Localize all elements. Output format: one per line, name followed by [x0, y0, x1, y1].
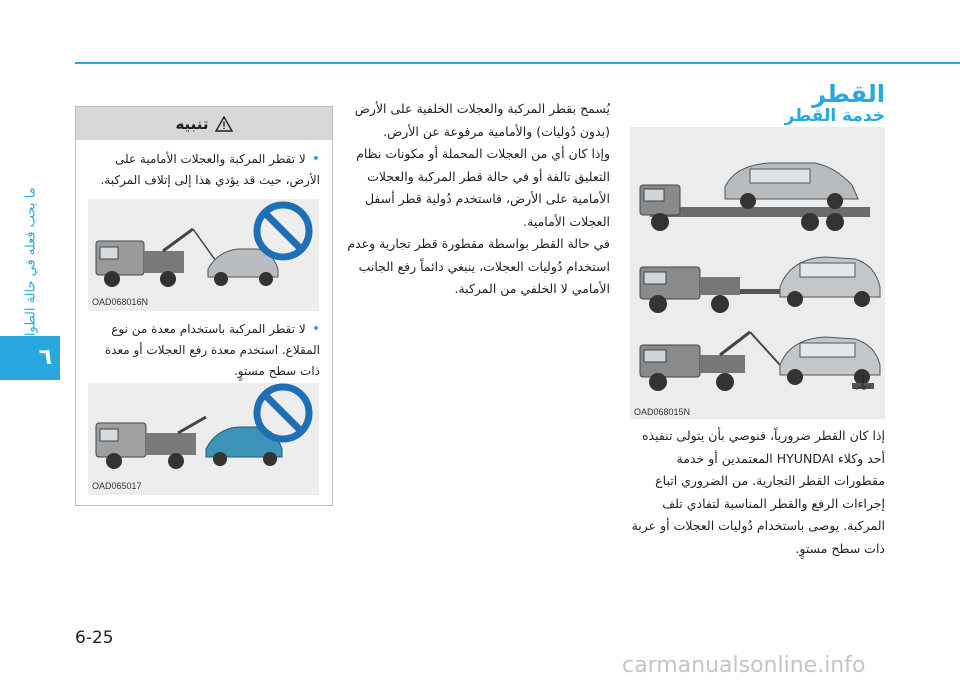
paragraph-rear-wheels: يُسمح بقطر المركبة والعجلات الخلفية على الأرض (بدون دُوليات) والأمامية مرفوعة عن الأرض.	[354, 101, 610, 139]
dolly-label: دولي	[854, 381, 871, 390]
paragraph-commercial-tow: في حالة القطر بواسطة مقطورة قطر تجارية وعدم استخدام دُوليات العجلات، ينبغي دائماً رفع الجانب الأمامي لا الخلفي من المركبة.	[347, 236, 610, 296]
middle-column	[345, 98, 610, 301]
caution-bullet-sling	[92, 319, 320, 382]
prohibition-icon	[257, 205, 309, 257]
chapter-number: ٦	[38, 345, 52, 370]
caution-bullet-text: لا تقطر المركبة والعجلات الأمامية على الأرض، حيث قد يؤدي هذا إلى إتلاف المركبة.	[100, 152, 320, 187]
prohibited-front-tow-figure	[88, 199, 319, 311]
dolly-tow-illustration	[640, 332, 880, 391]
header-rule	[75, 62, 960, 64]
watermark: carmanualsonline.info	[622, 653, 866, 678]
paragraph-damaged-wheels: وإذا كان أي من العجلات المحملة أو مكونات نظام التعليق تالفة أو في حالة قطر المركبة والعجلات الأمامية على الأرض، فاستخدم دُولية قطر أسفل العجلات الأمامية.	[356, 146, 610, 229]
bullet-dot-icon: •	[311, 321, 320, 337]
figure2-code: OAD065017	[92, 481, 142, 491]
wheel-lift-truck-illustration	[640, 257, 880, 313]
figure-code: OAD068015N	[634, 407, 691, 417]
caution-header	[76, 107, 332, 140]
bullet-dot-icon: •	[311, 151, 320, 167]
flatbed-truck-illustration	[640, 163, 870, 231]
chapter-vertical-title: ما يجب فعله في حالة الطوارئ	[23, 187, 39, 353]
prohibited-sling-tow-figure	[88, 383, 319, 495]
towing-illustration	[630, 127, 885, 419]
section-title: القطر	[812, 80, 885, 108]
page-number: 6-25	[75, 628, 114, 648]
caution-box	[75, 106, 333, 506]
caution-bullet-text: لا تقطر المركبة باستخدام معدة من نوع المقلاع. استخدم معدة رفع العجلات أو معدة ذات سطح مستوٍ.	[104, 322, 320, 378]
warning-triangle-icon	[215, 116, 233, 132]
caution-bullet-front-wheels	[92, 149, 320, 191]
towing-service-paragraph: إذا كان القطر ضرورياً، فنوصي بأن يتولى تنفيذه أحد وكلاء HYUNDAI المعتمدين أو خدمة مقطورات القطر التجارية. من الضروري اتباع إجراءات الرفع والقطر المناسبة لتفادي تلف المركبة. يوصى باستخدام دُوليات العجلات أو عربة ذات سطح مستوٍ.	[631, 428, 885, 556]
section-subtitle: خدمة القطر	[784, 106, 885, 126]
prohibition-icon	[257, 387, 309, 439]
caution-title: تنبيه	[175, 114, 209, 133]
towing-methods-figure	[630, 127, 885, 419]
figure1-code: OAD068016N	[92, 297, 149, 307]
